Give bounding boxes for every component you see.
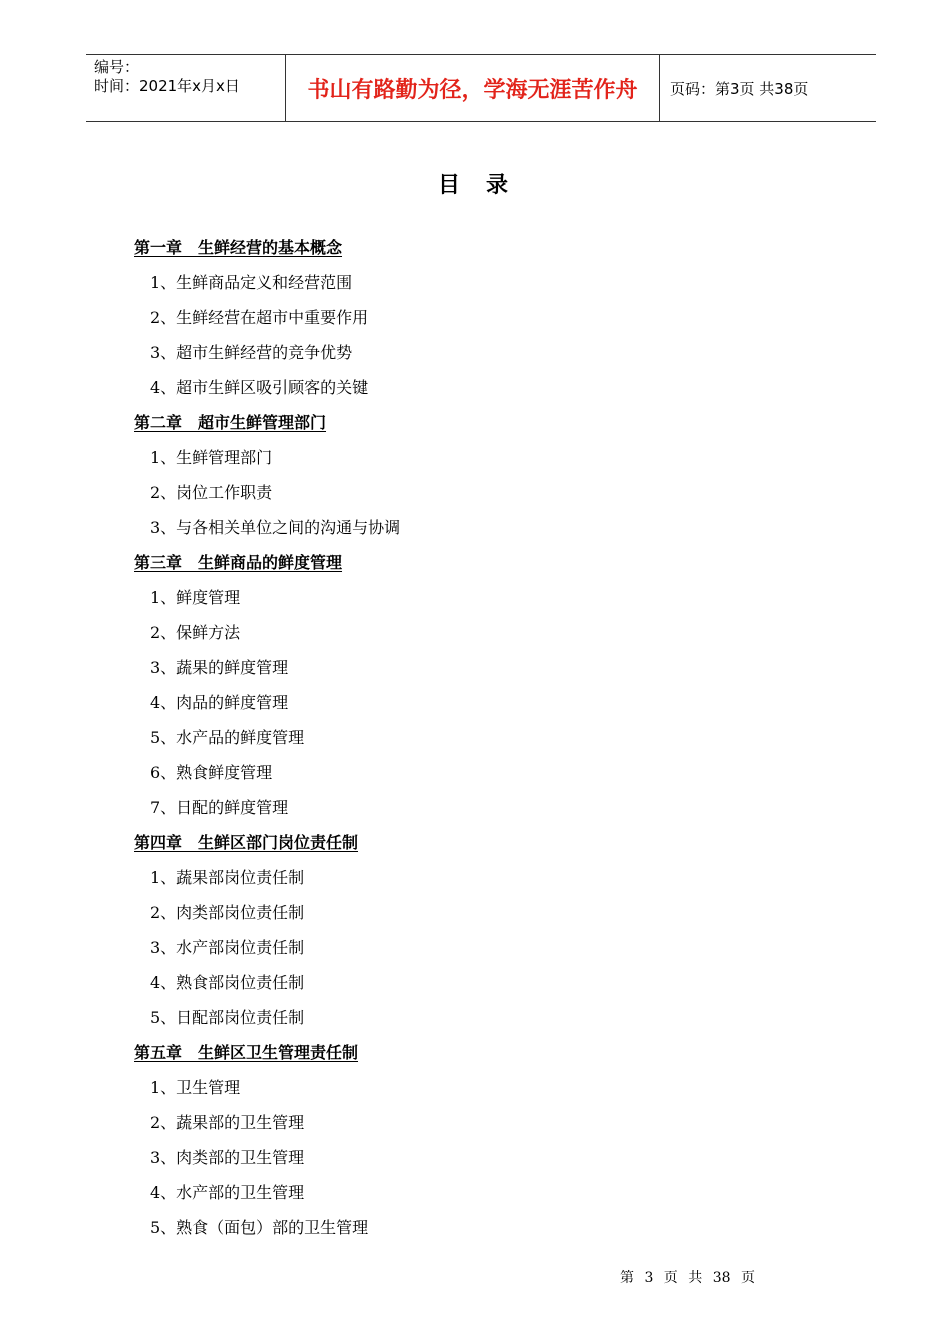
table-of-contents (134, 230, 834, 1245)
header-meta (86, 55, 286, 121)
page-footer: 第 3 页 共 38 页 (620, 1270, 755, 1286)
toc-item: 2、蔬果部的卫生管理 (150, 1113, 305, 1132)
header-motto: 书山有路勤为径，学海无涯苦作舟 (286, 55, 660, 121)
header-page-info: 页码：第3页 共38页 (670, 79, 809, 98)
toc-item: 7、日配的鲜度管理 (150, 798, 289, 817)
toc-item: 2、肉类部岗位责任制 (150, 903, 305, 922)
time-label: 时间：2021年x月x日 (94, 77, 240, 95)
toc-item: 1、卫生管理 (150, 1078, 241, 1097)
toc-item: 2、生鲜经营在超市中重要作用 (150, 308, 369, 327)
toc-item: 6、熟食鲜度管理 (150, 763, 273, 782)
toc-chapter-title[interactable]: 第三章 生鲜商品的鲜度管理 (134, 553, 343, 572)
toc-item: 4、水产部的卫生管理 (150, 1183, 305, 1202)
toc-chapter-title[interactable]: 第五章 生鲜区卫生管理责任制 (134, 1043, 359, 1062)
toc-item: 4、肉品的鲜度管理 (150, 693, 289, 712)
toc-item: 4、熟食部岗位责任制 (150, 973, 305, 992)
toc-item: 1、蔬果部岗位责任制 (150, 868, 305, 887)
toc-item: 3、蔬果的鲜度管理 (150, 658, 289, 677)
page-header (86, 54, 876, 122)
toc-item: 1、生鲜商品定义和经营范围 (150, 273, 353, 292)
toc-item: 2、岗位工作职责 (150, 483, 273, 502)
toc-chapter-heading[interactable] (134, 1035, 834, 1070)
toc-item: 5、水产品的鲜度管理 (150, 728, 305, 747)
toc-chapter-heading[interactable] (134, 545, 834, 580)
toc-item: 4、超市生鲜区吸引顾客的关键 (150, 378, 369, 397)
toc-chapter-title[interactable]: 第一章 生鲜经营的基本概念 (134, 238, 343, 257)
toc-item: 1、鲜度管理 (150, 588, 241, 607)
toc-item: 2、保鲜方法 (150, 623, 241, 642)
number-label: 编号： (94, 58, 140, 76)
toc-item: 5、熟食（面包）部的卫生管理 (150, 1218, 369, 1237)
toc-chapter-heading[interactable] (134, 230, 834, 265)
toc-item: 3、水产部岗位责任制 (150, 938, 305, 957)
toc-item: 3、肉类部的卫生管理 (150, 1148, 305, 1167)
toc-item: 5、日配部岗位责任制 (150, 1008, 305, 1027)
toc-chapter-title[interactable]: 第四章 生鲜区部门岗位责任制 (134, 833, 359, 852)
toc-item: 1、生鲜管理部门 (150, 448, 273, 467)
toc-chapter-heading[interactable] (134, 405, 834, 440)
toc-item: 3、与各相关单位之间的沟通与协调 (150, 518, 401, 537)
toc-chapter-title[interactable]: 第二章 超市生鲜管理部门 (134, 413, 327, 432)
toc-title: 目录 (437, 173, 534, 198)
toc-item: 3、超市生鲜经营的竞争优势 (150, 343, 353, 362)
toc-chapter-heading[interactable] (134, 825, 834, 860)
